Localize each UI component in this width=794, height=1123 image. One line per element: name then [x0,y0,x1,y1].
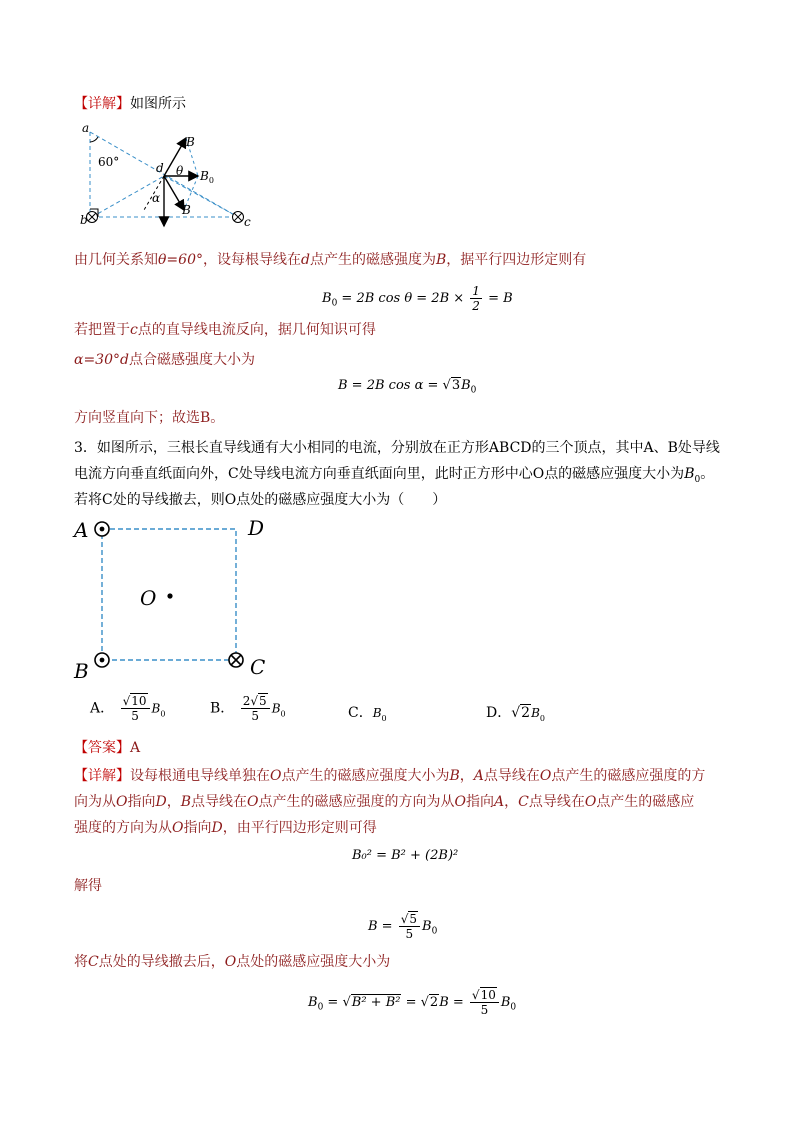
answer-line [74,738,140,758]
var: O [270,768,282,784]
equation-1 [322,284,513,314]
eq-B: B [461,378,471,393]
answer-tag: 【答案】 [74,740,130,756]
den: 2 [472,299,480,313]
option-label: C． [348,705,373,721]
sub: 0 [539,713,545,723]
sqrt-sign: √ [442,378,451,393]
para-reverse [74,320,376,340]
text: 设每根通电导线单独在 [130,768,270,784]
text: ， [166,794,181,810]
den: 5 [131,709,139,723]
var: O [224,954,237,970]
num: √10 [470,988,499,1003]
eq-mid: = 2B cos θ = 2B × [337,291,465,306]
para-conclusion: 方向竖直向下；故选B。 [74,410,225,426]
question-line-1: 3．如图所示，三根长直导线通有大小相同的电流，分别放在正方形ABCD的三个顶点，其中A、B处导线 [74,440,720,456]
var-B: B [151,701,161,716]
label-d: d [156,161,164,175]
fraction [399,912,420,941]
text: ，由平行四边形定则可得 [222,820,377,836]
var: O [584,794,597,810]
var-B: B [531,706,540,720]
eq-B: B [422,919,432,934]
text: ， [504,794,519,810]
var: D [155,794,167,810]
text: 点处的导线撤去后， [98,954,225,970]
text: 指向 [127,794,156,810]
text: 点导线在 [528,794,585,810]
current-out-of-page-A [95,522,109,536]
text: 由几何关系知 [74,252,158,268]
option-label: B． [210,700,235,717]
eq-mid: B = [439,995,468,1010]
para-remove-C [74,952,390,972]
detail2-line-1 [74,766,705,786]
sqrt-radicand: B² + B² [351,995,401,1010]
text: 电流方向垂直纸面向外，C处导线电流方向垂直纸面向里，此时正方形中心O点的磁感应强度大小为 [74,466,685,482]
eq-sub: 0 [331,298,338,309]
label-b: b [80,213,88,227]
sqrt-sign: √ [420,995,429,1010]
label-60-deg: 60° [98,155,120,169]
var-B: B [684,466,695,482]
label-B: B [74,659,89,683]
label-B-lower: B [182,203,191,217]
angle-arc-a [90,137,98,142]
eq-left: B = 2B cos α = [338,378,443,393]
eq-B: B [322,291,332,306]
text: 向为从 [74,794,116,810]
num: √10 [121,694,150,709]
text: 点导线在 [483,768,540,784]
den: 5 [480,1003,489,1017]
text: 。 [700,466,715,482]
text: ，据平行四边形定则有 [446,252,587,268]
current-into-page-c [233,212,244,223]
sub: 0 [381,713,387,723]
text: 点处的磁感应强度大小为 [236,954,391,970]
equation-5 [308,988,516,1018]
square-diagram [70,514,290,686]
text: 点产生的磁感应 [596,794,695,810]
eq-B: B [500,995,511,1010]
label-c: c [244,215,251,229]
var-B: B [435,252,447,268]
num: 2√5 [241,694,270,709]
sub: 0 [280,709,286,719]
vector-B-lower [164,176,184,210]
magnetic-field-diagram-1 [80,118,260,230]
label-a: a [82,121,90,135]
var: A [493,794,505,810]
var: O [454,794,466,810]
label-O: O [140,586,157,610]
sqrt: 10 [131,694,147,708]
var-d: d [300,252,310,268]
var-d: d [120,352,129,368]
sub: 0 [694,474,701,485]
text: 点产生的磁感应强度的方 [551,768,706,784]
equation-2 [338,376,476,401]
eq-sub: 0 [317,1002,324,1013]
var: D [211,820,223,836]
option-a[interactable] [90,694,165,723]
question-line-3: 若将C处的导线撤去，则O点处的磁感应强度大小为（ ） [74,492,447,508]
question-line-2 [74,464,714,490]
eq-sub: 0 [431,926,438,937]
detail2-line-3 [74,818,377,838]
text: 点产生的磁感应强度的方向为从 [258,794,455,810]
num: 1 [472,284,480,298]
label-B-top: B [186,135,195,149]
label-theta: θ [176,164,184,178]
detail-tag: 【详解】 [74,768,130,784]
current-out-of-page-B [95,653,109,667]
text: 指向 [465,794,494,810]
var: A [473,768,484,784]
para-geometry [74,250,586,270]
den: 5 [405,927,414,941]
var-B: B [372,706,382,720]
eq-sub: 0 [510,1002,517,1013]
sqrt: 2 [521,705,531,721]
sub: 0 [160,709,166,719]
equation-4 [368,912,437,942]
var: O [539,768,552,784]
detail-intro [74,94,186,114]
current-into-page-C [229,653,243,667]
fraction [121,694,150,723]
text: 指向 [183,820,212,836]
text: ，设每根导线在 [202,252,301,268]
text: ， [459,768,474,784]
num: √5 [399,912,420,927]
option-d[interactable]: D．$√2B_0$ [486,705,545,723]
equation-3: B₀² = B² + (2B)² [352,848,459,863]
eq-right: = B [488,291,513,306]
eq-sub: 0 [470,385,477,396]
text: 若把置于 [74,322,130,338]
sqrt: 10 [480,988,496,1002]
text: 点导线在 [191,794,248,810]
var: C [88,954,99,970]
option-label: D． [486,705,512,721]
sqrt-2: 2 [429,995,439,1010]
text: 点的直导线电流反向，据几何知识可得 [137,322,376,338]
detail-tag: 【详解】 [74,96,130,112]
var-c: c [130,322,138,338]
alpha-eq: α=30° [74,352,120,368]
eq-B: B [308,995,318,1010]
fraction-half [470,284,482,313]
eq-left: B = [368,919,393,934]
label-alpha: α [152,191,161,205]
detail2-line-2 [74,792,694,812]
current-into-page-b [87,212,98,223]
answer-value: A [130,740,141,756]
center-point-O [167,593,172,598]
option-label: A． [90,700,115,717]
sqrt: 5 [409,912,418,926]
den: 5 [251,709,260,723]
text: 点合磁感强度大小为 [128,352,255,368]
sqrt-3: 3 [451,378,461,393]
solve-label: 解得 [74,878,102,894]
fraction [470,988,499,1017]
var: B [449,768,460,784]
sqrt: 5 [259,694,267,708]
var: O [247,794,259,810]
text: 点产生的磁感应强度大小为 [281,768,450,784]
text: 点产生的磁感强度为 [309,252,436,268]
text: 强度的方向为从 [74,820,172,836]
option-c[interactable] [348,702,387,723]
detail-intro-text: 如图所示 [130,96,186,112]
sqrt-sign: √ [342,995,351,1010]
var: C [518,794,529,810]
para-alpha [74,350,255,370]
var: O [172,820,184,836]
coef: 2 [242,694,251,708]
var: O [116,794,128,810]
var: B [180,794,192,810]
label-C: C [250,655,266,679]
label-A: A [74,518,89,542]
theta-eq: θ=60° [158,252,203,268]
label-B0: $B_0$ [200,169,214,185]
eq-eq: = [323,995,343,1010]
option-b[interactable] [210,694,286,723]
label-D: D [248,516,265,540]
fraction [241,694,270,723]
text: 将 [74,954,88,970]
eq-eq: = [401,995,421,1010]
var-B: B [271,701,281,716]
